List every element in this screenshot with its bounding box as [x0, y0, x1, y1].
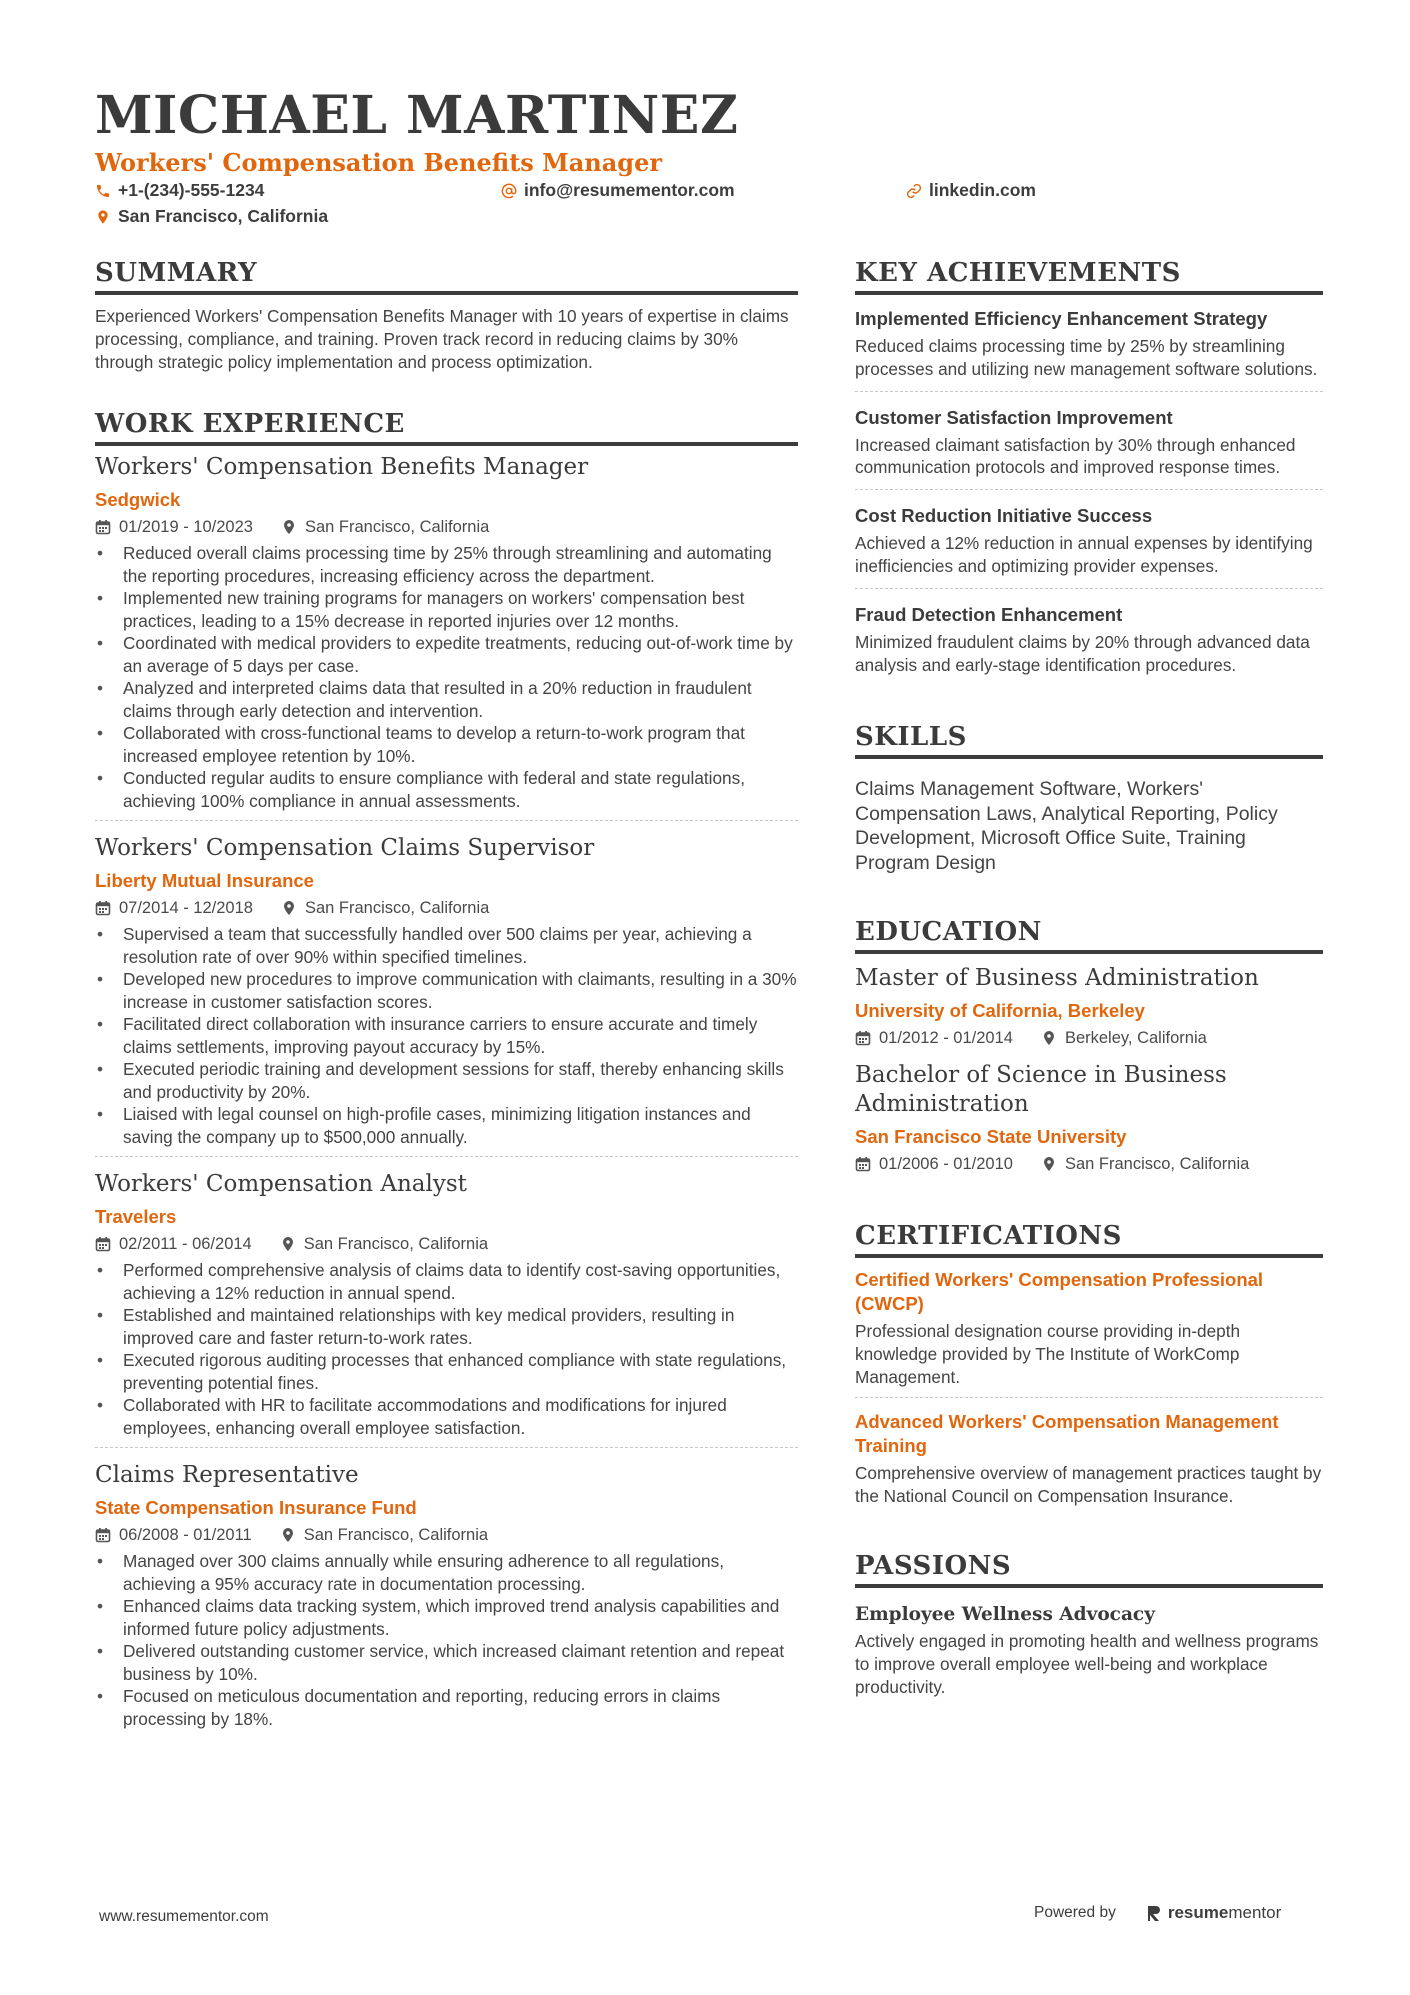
bullet-item: • Delivered outstanding customer service, which increased claimant retention and repeat business by 10%.: [95, 1640, 798, 1685]
job-list: [95, 452, 798, 1738]
education-heading: EDUCATION: [855, 915, 1323, 954]
bullet-item: • Conducted regular audits to ensure compliance with federal and state regulations, achieving 100% compliance in annual assessments.: [95, 767, 798, 812]
job-entry: [95, 1169, 798, 1447]
bullet-item: • Collaborated with HR to facilitate accommodations and modifications for injured employees, enhancing overall employee satisfaction.: [95, 1394, 798, 1439]
location-text: San Francisco, California: [304, 518, 490, 537]
bullet-item: • Enhanced claims data tracking system, which improved trend analysis capabilities and informed future policy adjustments.: [95, 1595, 798, 1640]
bullet-item: • Supervised a team that successfully handled over 500 claims per year, achieving a resolution rate of over 90% within specified timelines.: [95, 923, 798, 968]
location-pin-icon: [1041, 1030, 1057, 1046]
footer-branding: [1034, 1903, 1281, 1923]
job-bullets: [95, 1550, 798, 1730]
bullet-item: • Coordinated with medical providers to expedite treatments, reducing out-of-work time by an average of 5 days per case.: [95, 632, 798, 677]
date-location-row: [95, 516, 798, 538]
resumementor-logo-icon: [1146, 1904, 1162, 1922]
date-location-row: [855, 1153, 1323, 1175]
job-title: Claims Representative: [95, 1462, 359, 1489]
passion-text: Actively engaged in promoting health and wellness programs to improve overall employee well-being and workplace productivity.: [855, 1631, 1319, 1697]
bullet-item: • Collaborated with cross-functional teams to develop a return-to-work program that increased employee retention by 10%.: [95, 722, 798, 767]
achievements-heading: KEY ACHIEVEMENTS: [855, 256, 1323, 295]
resume-header: [95, 86, 1325, 234]
location: [1041, 1027, 1207, 1049]
job-bullets: [95, 1259, 798, 1439]
achievement-title: Cost Reduction Initiative Success: [855, 505, 1153, 527]
date-text: 01/2019 - 10/2023: [119, 518, 253, 537]
certification-title: Advanced Workers' Compensation Management Training: [855, 1410, 1279, 1456]
candidate-name: MICHAEL MARTINEZ: [95, 85, 739, 146]
location-pin-icon: [280, 1527, 296, 1543]
job-divider: [95, 1447, 798, 1448]
education-item: [855, 964, 1323, 1049]
achievements-section: [855, 256, 1323, 686]
summary-section: [95, 256, 798, 373]
skills-section: [855, 720, 1323, 875]
certification-item: [855, 1410, 1323, 1516]
bullet-item: • Established and maintained relationships with key medical providers, resulting in improved care and faster return-to-work rates.: [95, 1304, 798, 1349]
achievement-text: Increased claimant satisfaction by 30% through enhanced communication protocols and improved response times.: [855, 434, 1296, 478]
link-icon: [906, 183, 922, 199]
bullet-item: • Executed periodic training and development sessions for staff, thereby enhancing skills and productivity by 20%.: [95, 1058, 798, 1103]
bullet-item: • Performed comprehensive analysis of claims data to identify cost-saving opportunities, achieving a 12% reduction in annual spend.: [95, 1259, 798, 1304]
calendar-icon: [855, 1030, 871, 1046]
location: [280, 1233, 488, 1255]
job-entry: [95, 833, 798, 1156]
date-range: [95, 1233, 252, 1255]
bullet-item: • Analyzed and interpreted claims data that resulted in a 20% reduction in fraudulent claims through early detection and intervention.: [95, 677, 798, 722]
job-entry: [95, 452, 798, 820]
date-text: 02/2011 - 06/2014: [119, 1235, 252, 1254]
date-location-row: [95, 1233, 798, 1255]
certification-text: Professional designation course providing in-depth knowledge provided by The Institute of WorkComp Management.: [855, 1321, 1241, 1387]
company-name: Travelers: [95, 1206, 177, 1228]
location-text: San Francisco, California: [303, 1235, 489, 1254]
location-contact: [95, 206, 328, 227]
company-name: Sedgwick: [95, 489, 181, 511]
achievement-text: Minimized fraudulent claims by 20% through advanced data analysis and early-stage identification procedures.: [855, 631, 1310, 675]
certifications-section: [855, 1219, 1323, 1515]
calendar-icon: [95, 519, 111, 535]
location-text: San Francisco, California: [118, 206, 329, 226]
certification-item: [855, 1268, 1323, 1397]
job-bullets: [95, 923, 798, 1148]
date-range: [855, 1153, 1013, 1175]
location: [281, 897, 489, 919]
skills-text: Claims Management Software, Workers' Compensation Laws, Analytical Reporting, Policy Development, Microsoft Office Suite, Training Program Design: [855, 778, 1278, 874]
phone-contact[interactable]: [95, 180, 264, 201]
calendar-icon: [95, 900, 111, 916]
company-name: Liberty Mutual Insurance: [95, 870, 314, 892]
achievement-list: [855, 305, 1323, 686]
education-item: [855, 1061, 1323, 1175]
linkedin-contact[interactable]: [906, 180, 1036, 201]
achievement-title: Customer Satisfaction Improvement: [855, 406, 1173, 428]
location: [281, 516, 489, 538]
date-location-row: [95, 897, 798, 919]
passion-list: [855, 1602, 1323, 1698]
achievement-title: Implemented Efficiency Enhancement Strategy: [855, 308, 1268, 329]
candidate-title: Workers' Compensation Benefits Manager: [95, 148, 662, 177]
job-title: Workers' Compensation Benefits Manager: [95, 454, 589, 481]
location-pin-icon: [280, 1236, 296, 1252]
location-text: Berkeley, California: [1064, 1029, 1207, 1048]
phone-icon: [95, 183, 111, 199]
degree-title: Master of Business Administration: [855, 965, 1259, 992]
school-name: University of California, Berkeley: [855, 1000, 1145, 1022]
certification-text: Comprehensive overview of management practices taught by the National Council on Compensation Insurance.: [855, 1462, 1322, 1506]
date-range: [95, 897, 253, 919]
summary-heading: SUMMARY: [95, 256, 798, 295]
education-list: [855, 964, 1323, 1175]
passions-section: [855, 1549, 1323, 1698]
right-column: [855, 256, 1323, 1699]
location-pin-icon: [281, 519, 297, 535]
bullet-item: • Managed over 300 claims annually while ensuring adherence to all regulations, achieving a 95% accuracy rate in documentation processing.: [95, 1550, 798, 1595]
achievement-item: [855, 601, 1323, 687]
at-icon: [501, 183, 517, 199]
bullet-item: • Implemented new training programs for managers on workers' compensation best practices, leading to a 15% decrease in reported injuries over 12 months.: [95, 587, 798, 632]
degree-title: Bachelor of Science in Business Administration: [855, 1062, 1227, 1118]
skills-heading: SKILLS: [855, 720, 1323, 759]
brand-name-bold: resume: [1167, 1903, 1229, 1922]
certification-title: Certified Workers' Compensation Professional (CWCP): [855, 1269, 1264, 1315]
job-title: Workers' Compensation Claims Supervisor: [95, 835, 595, 862]
summary-text: Experienced Workers' Compensation Benefits Manager with 10 years of expertise in claims processing, compliance, and training. Proven track record in reducing claims by 30% through strategic policy implementation and process optimization.: [95, 306, 789, 372]
brand-logo[interactable]: [1146, 1903, 1281, 1923]
email-text: info@resumementor.com: [524, 180, 735, 200]
date-text: 01/2006 - 01/2010: [879, 1155, 1013, 1174]
location: [1041, 1153, 1249, 1175]
bullet-item: • Liaised with legal counsel on high-profile cases, minimizing litigation instances and saving the company up to $500,000 annually.: [95, 1103, 798, 1148]
linkedin-text: linkedin.com: [929, 180, 1036, 200]
left-column: [95, 256, 798, 1738]
achievement-item: [855, 404, 1323, 491]
job-divider: [95, 1156, 798, 1157]
bullet-item: • Focused on meticulous documentation and reporting, reducing errors in claims processing by 18%.: [95, 1685, 798, 1730]
job-title: Workers' Compensation Analyst: [95, 1171, 467, 1198]
achievement-title: Fraud Detection Enhancement: [855, 603, 1123, 625]
achievement-text: Achieved a 12% reduction in annual expenses by identifying inefficiencies and optimizing provider expenses.: [855, 533, 1313, 576]
bullet-item: • Executed rigorous auditing processes that enhanced compliance with state regulations, preventing potential fines.: [95, 1349, 798, 1394]
date-range: [95, 516, 253, 538]
bullet-item: • Facilitated direct collaboration with insurance carriers to ensure accurate and timely claims settlements, improving payout accuracy by 15%.: [95, 1013, 798, 1058]
location-pin-icon: [1041, 1156, 1057, 1172]
calendar-icon: [95, 1236, 111, 1252]
certification-list: [855, 1268, 1323, 1515]
map-pin-icon: [95, 209, 111, 225]
location: [280, 1524, 488, 1546]
passion-item: [855, 1602, 1323, 1698]
calendar-icon: [95, 1527, 111, 1543]
location-pin-icon: [281, 900, 297, 916]
achievement-item: [855, 305, 1323, 392]
company-name: State Compensation Insurance Fund: [95, 1497, 417, 1519]
date-range: [855, 1027, 1013, 1049]
calendar-icon: [855, 1156, 871, 1172]
achievement-text: Reduced claims processing time by 25% by streamlining processes and utilizing new management software solutions.: [855, 336, 1318, 379]
powered-by-label: Powered by: [1034, 1904, 1116, 1921]
experience-section: [95, 407, 798, 1738]
passions-heading: PASSIONS: [855, 1549, 1323, 1588]
date-text: 06/2008 - 01/2011: [119, 1526, 252, 1545]
job-entry: [95, 1460, 798, 1738]
achievement-item: [855, 502, 1323, 589]
experience-heading: WORK EXPERIENCE: [95, 407, 798, 446]
location-text: San Francisco, California: [1064, 1155, 1250, 1174]
location-text: San Francisco, California: [303, 1526, 489, 1545]
job-divider: [95, 820, 798, 821]
school-name: San Francisco State University: [855, 1126, 1127, 1148]
certifications-heading: CERTIFICATIONS: [855, 1219, 1323, 1258]
phone-text: +1-(234)-555-1234: [118, 180, 265, 200]
bullet-item: • Reduced overall claims processing time by 25% through streamlining and automating the reporting procedures, increasing efficiency across the department.: [95, 542, 798, 587]
date-location-row: [95, 1524, 798, 1546]
date-text: 01/2012 - 01/2014: [879, 1029, 1013, 1048]
bullet-item: • Developed new procedures to improve communication with claimants, resulting in a 30% increase in customer satisfaction scores.: [95, 968, 798, 1013]
education-section: [855, 915, 1323, 1175]
date-location-row: [855, 1027, 1323, 1049]
date-text: 07/2014 - 12/2018: [119, 899, 253, 918]
brand-name-light: mentor: [1228, 1903, 1282, 1922]
email-contact[interactable]: [501, 180, 735, 201]
passion-title: Employee Wellness Advocacy: [855, 1604, 1155, 1626]
location-text: San Francisco, California: [304, 899, 490, 918]
contact-info: [95, 180, 1325, 234]
date-range: [95, 1524, 252, 1546]
footer-website[interactable]: www.resumementor.com: [99, 1908, 269, 1925]
job-bullets: [95, 542, 798, 812]
